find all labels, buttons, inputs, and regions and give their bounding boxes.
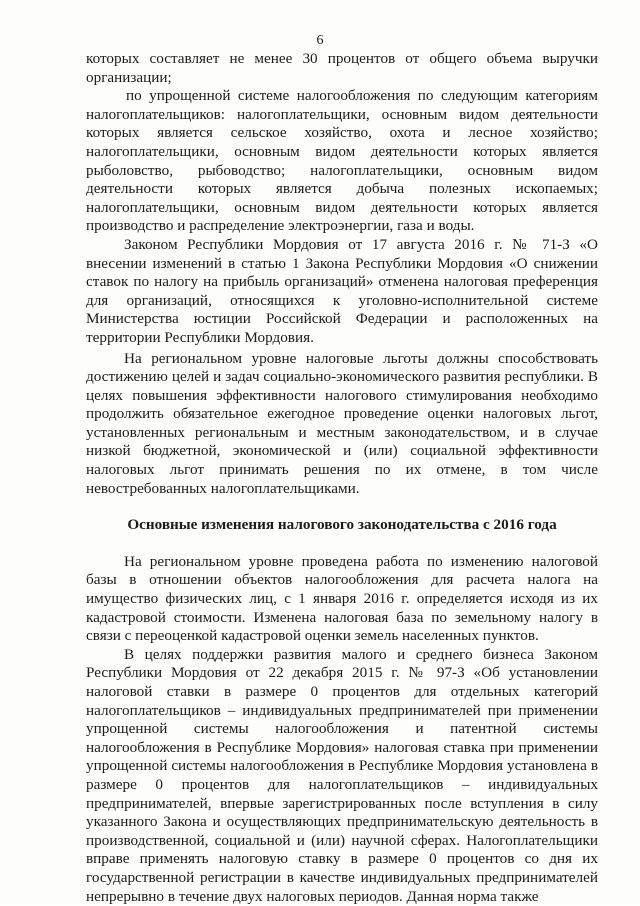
page-content [86, 50, 598, 906]
paragraph-property-tax: На региональном уровне проведена работа по изменению налоговой базы в отношении объектов налогообложения для расчета налога на имущество физических лиц, с 1 января 2016 г. определяется исходя из их кадастровой стоимости. Изменена налоговая база по земельному налогу в связи с переоценкой кадастровой оценки земель населенных пунктов. [86, 552, 598, 645]
paragraph-continuation: которых составляет не менее 30 процентов от общего объема выручки организации; [86, 50, 598, 86]
paragraph-law-71: Законом Республики Мордовия от 17 августа 2016 г. № 71-З «О внесении изменений в статью 1 Закона Республики Мордовия «О снижении ставок по налогу на прибыль организаций» отменена налоговая преференция для организаций, относящихся к уголовно-исполнительной системе Министерства юстиции Российской Федерации и расположенных на территории Республики Мордовия. [86, 235, 598, 346]
paragraph-tax-benefits: На региональном уровне налоговые льготы должны способствовать достижению целей и задач социально-экономического развития республики. В целях повышения эффективности налогового стимулирования необходимо продолжить обязательное ежегодное проведение оценки налоговых льгот, установленных региональным и местным законодательством, и в случае низкой бюджетной, экономической и (или) социальной эффективности налоговых льгот принимать решения по их отмене, в том числе невостребованных налогоплательщиками. [86, 349, 598, 497]
section-heading: Основные изменения налогового законодательства с 2016 года [127, 516, 557, 534]
page-number: 6 [316, 33, 324, 48]
paragraph-simplified-tax: по упрощенной системе налогообложения по следующим категориям налогоплательщиков: налогоплательщики, основным видом деятельности которых является сельское хозяйство, охота и лесное хозяйство; налогоплательщики, основным видом деятельности которых является рыболовство, рыбоводство; налогоплательщики, основным видом деятельности которых является добыча полезных ископаемых; налогоплательщики, основным видом деятельности которых является производство и распределение электроэнергии, газа и воды. [86, 87, 598, 235]
paragraph-law-97: В целях поддержки развития малого и среднего бизнеса Законом Республики Мордовия от 22 декабря 2015 г. № 97-З «Об установлении налоговой ставки в размере 0 процентов для отдельных категорий налогоплательщиков – индивидуальных предпринимателей при применении упрощенной системы налогообложения и патентной системы налогообложения в Республике Мордовия» налоговая ставка при применении упрощенной системы налогообложения в Республике Мордовия установлена в размере 0 процентов для налогоплательщиков – индивидуальных предпринимателей, впервые зарегистрированных после вступления в силу указанного Закона и осуществляющих предпринимательскую деятельность в производственной, социальной и (или) научной сферах. Налогоплательщики вправе применять налоговую ставку в размере 0 процентов со дня их государственной регистрации в качестве индивидуальных предпринимателей непрерывно в течение двух налоговых периодов. Данная норма также [86, 645, 598, 905]
